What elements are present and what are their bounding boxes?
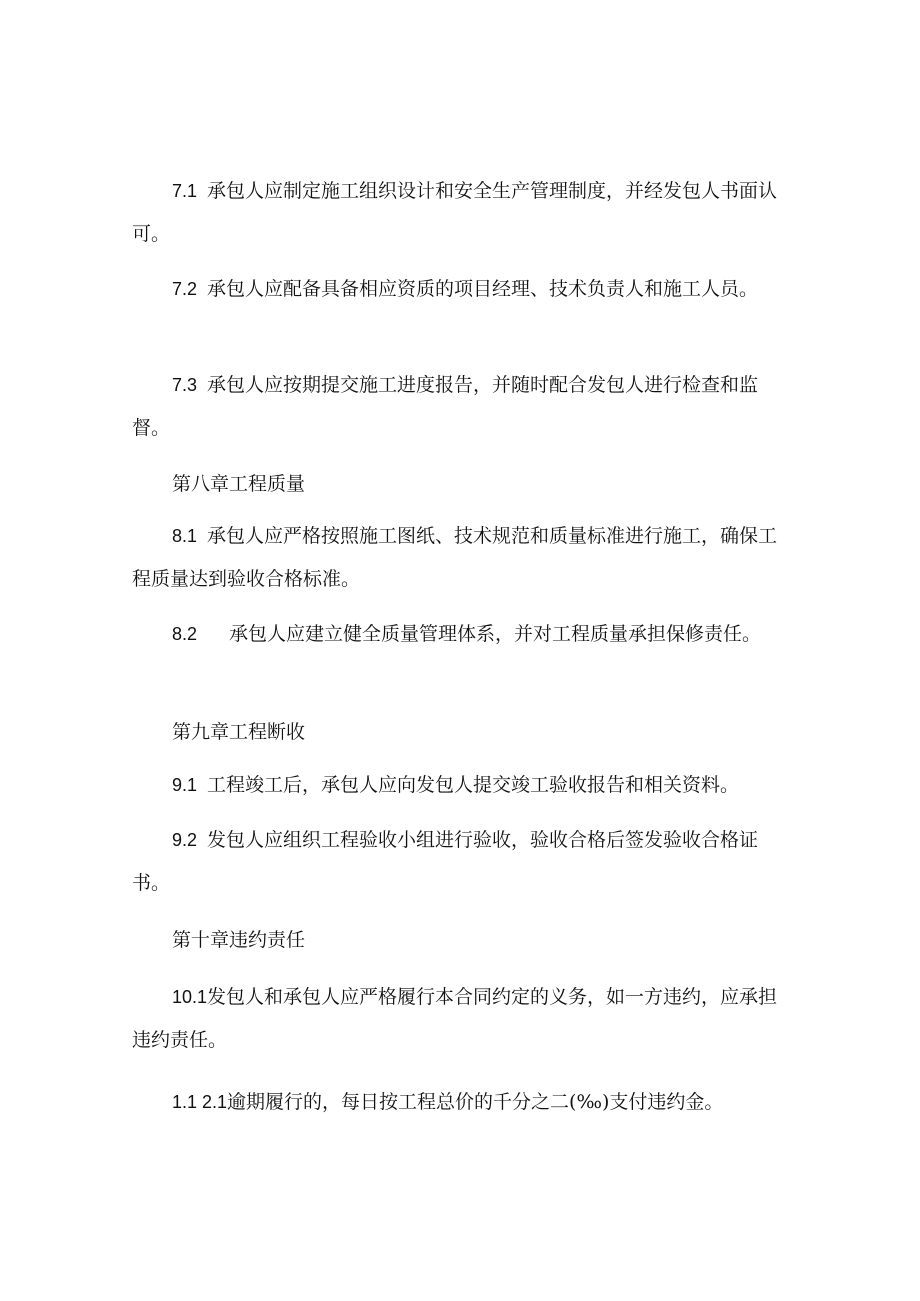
clause-text: 承包人应配备具备相应资质的项目经理、技术负责人和施工人员。 — [207, 278, 759, 300]
clause-number: 7.2 — [172, 279, 198, 299]
clause-1-1-2-1 — [132, 1081, 792, 1124]
clause-number: 10.1 — [172, 987, 208, 1007]
clause-text: 逾期履行的，每日按工程总价的千分之二(‰)支付违约金。 — [227, 1091, 724, 1113]
clause-8-1 — [132, 515, 792, 601]
clause-number: 9.2 — [172, 830, 198, 850]
clause-text: 承包人应严格按照施工图纸、技术规范和质量标准进行施工，确保工程质量达到验收合格标准。 — [132, 525, 778, 590]
chapter-heading-9: 第九章工程断收 — [172, 722, 306, 743]
clause-number: 9.1 — [172, 775, 198, 795]
chapter-heading-10: 第十章违约责任 — [172, 930, 306, 951]
clause-number: 1.1 2.1 — [172, 1092, 228, 1112]
clause-7-1 — [132, 170, 792, 256]
clause-10-1 — [132, 976, 792, 1062]
chapter-heading-8: 第八章工程质量 — [172, 474, 306, 495]
clause-text: 发包人和承包人应严格履行本合同约定的义务，如一方违约，应承担违约责任。 — [132, 986, 778, 1051]
clause-text: 承包人应建立健全质量管理体系，并对工程质量承担保修责任。 — [229, 623, 762, 645]
clause-8-2 — [132, 613, 792, 656]
clause-7-3 — [132, 364, 792, 450]
clause-text: 承包人应按期提交施工进度报告，并随时配合发包人进行检查和监督。 — [132, 374, 759, 439]
clause-9-2 — [132, 819, 792, 905]
clause-9-1 — [132, 764, 792, 807]
clause-text: 发包人应组织工程验收小组进行验收，验收合格后签发验收合格证书。 — [132, 829, 759, 894]
clause-7-2 — [132, 268, 792, 311]
clause-number: 8.1 — [172, 526, 198, 546]
clause-number: 7.1 — [172, 181, 198, 201]
clause-text: 工程竣工后，承包人应向发包人提交竣工验收报告和相关资料。 — [207, 774, 740, 796]
clause-text: 承包人应制定施工组织设计和安全生产管理制度，并经发包人书面认可。 — [132, 180, 778, 245]
clause-number: 7.3 — [172, 375, 198, 395]
clause-number: 8.2 — [172, 624, 198, 644]
